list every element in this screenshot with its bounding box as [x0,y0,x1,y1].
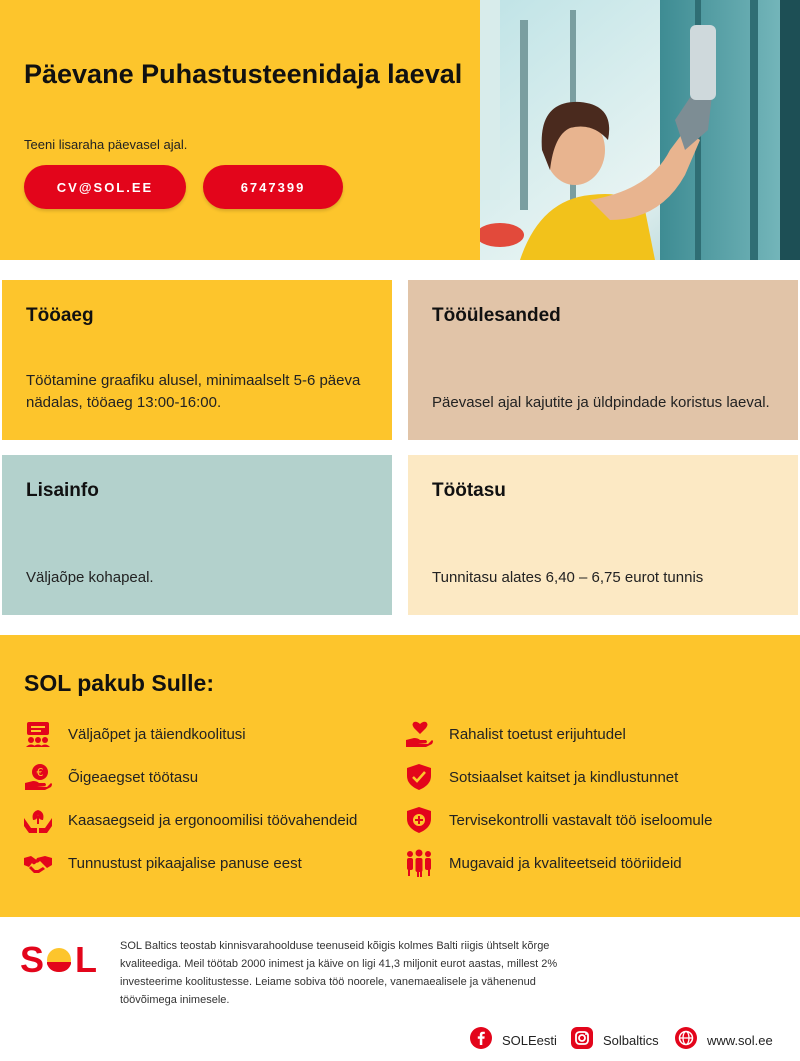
training-icon [22,719,54,749]
euro-hand-icon [22,762,54,792]
instagram-link[interactable] [571,1028,659,1052]
page-title: Päevane Puhastusteenidaja laeval [24,59,463,89]
heart-hand-icon [403,719,435,749]
benefit-item [22,805,357,835]
svg-text:L: L [75,939,97,977]
benefits-section [0,635,800,917]
website-label: www.sol.ee [707,1032,773,1048]
benefit-label: Rahalist toetust erijuhtudel [449,725,626,743]
sol-logo [20,939,104,977]
email-button[interactable]: CV@SOL.EE [24,165,186,209]
instagram-label: Solbaltics [603,1032,659,1048]
benefit-item [403,719,626,749]
extra-info-text: Väljaõpe kohapeal. [26,569,154,586]
benefit-item [403,848,682,878]
worktime-title: Tööaeg [26,305,94,326]
benefit-item [403,805,712,835]
tasks-card [408,280,798,440]
benefit-label: Kaasaegseid ja ergonoomilisi töövahendeid [68,811,358,829]
benefit-label: Tervisekontrolli vastavalt töö iseloomule [449,811,713,829]
tasks-text: Päevasel ajal kajutite ja üldpindade koristus laeval. [432,394,770,411]
hero-section [0,0,800,260]
instagram-icon [571,1027,593,1054]
svg-text:S: S [20,939,46,977]
worktime-card [2,280,392,440]
pay-title: Töötasu [432,480,506,501]
benefit-item [403,762,678,792]
svg-text:€: € [36,766,44,779]
benefit-item [22,719,246,749]
benefit-label: Sotsiaalset kaitset ja kindlustunnet [449,768,679,786]
benefit-label: Õigeaegset töötasu [68,768,199,786]
plant-hands-icon [22,805,54,835]
facebook-link[interactable] [470,1028,557,1052]
benefit-item [22,848,302,878]
benefit-label: Tunnustust pikaajalise panuse eest [68,854,302,872]
company-description: SOL Baltics teostab kinnisvarahoolduse teenuseid kõigis kolmes Balti riigis ühtselt kõrge kvaliteediga. Meil töötab 2000 inimest ja käive on ligi 41,3 miljonit eurot aastas, millest 2% investeerime koolitustesse. Leiame sobiva töö noorele, vanemaealisele ja vähenenud töövõimega inimesele. [120,940,558,1006]
handshake-icon [22,848,54,878]
tasks-title: Tööülesanded [432,305,561,326]
benefit-item [22,762,198,792]
facebook-icon [470,1027,492,1054]
shield-plus-icon [403,805,435,835]
pay-text: Tunnitasu alates 6,40 – 6,75 eurot tunnis [432,569,704,586]
benefit-label: Väljaõpet ja täiendkoolitusi [68,725,246,743]
extra-info-card [2,455,392,615]
benefits-title: SOL pakub Sulle: [24,670,214,696]
hero-subtitle: Teeni lisaraha päevasel ajal. [24,137,188,152]
extra-info-title: Lisainfo [26,480,99,501]
people-icon [403,848,435,878]
globe-icon [675,1027,697,1054]
hero-photo [480,0,800,260]
benefit-label: Mugavaid ja kvaliteetseid tööriideid [449,854,682,872]
worktime-text: Töötamine graafiku alusel, minimaalselt 5-6 päeva nädalas, tööaeg 13:00-16:00. [26,372,361,411]
phone-button[interactable]: 6747399 [203,165,343,209]
pay-card [408,455,798,615]
facebook-label: SOLEesti [502,1032,557,1048]
shield-check-icon [403,762,435,792]
website-link[interactable] [675,1028,773,1052]
